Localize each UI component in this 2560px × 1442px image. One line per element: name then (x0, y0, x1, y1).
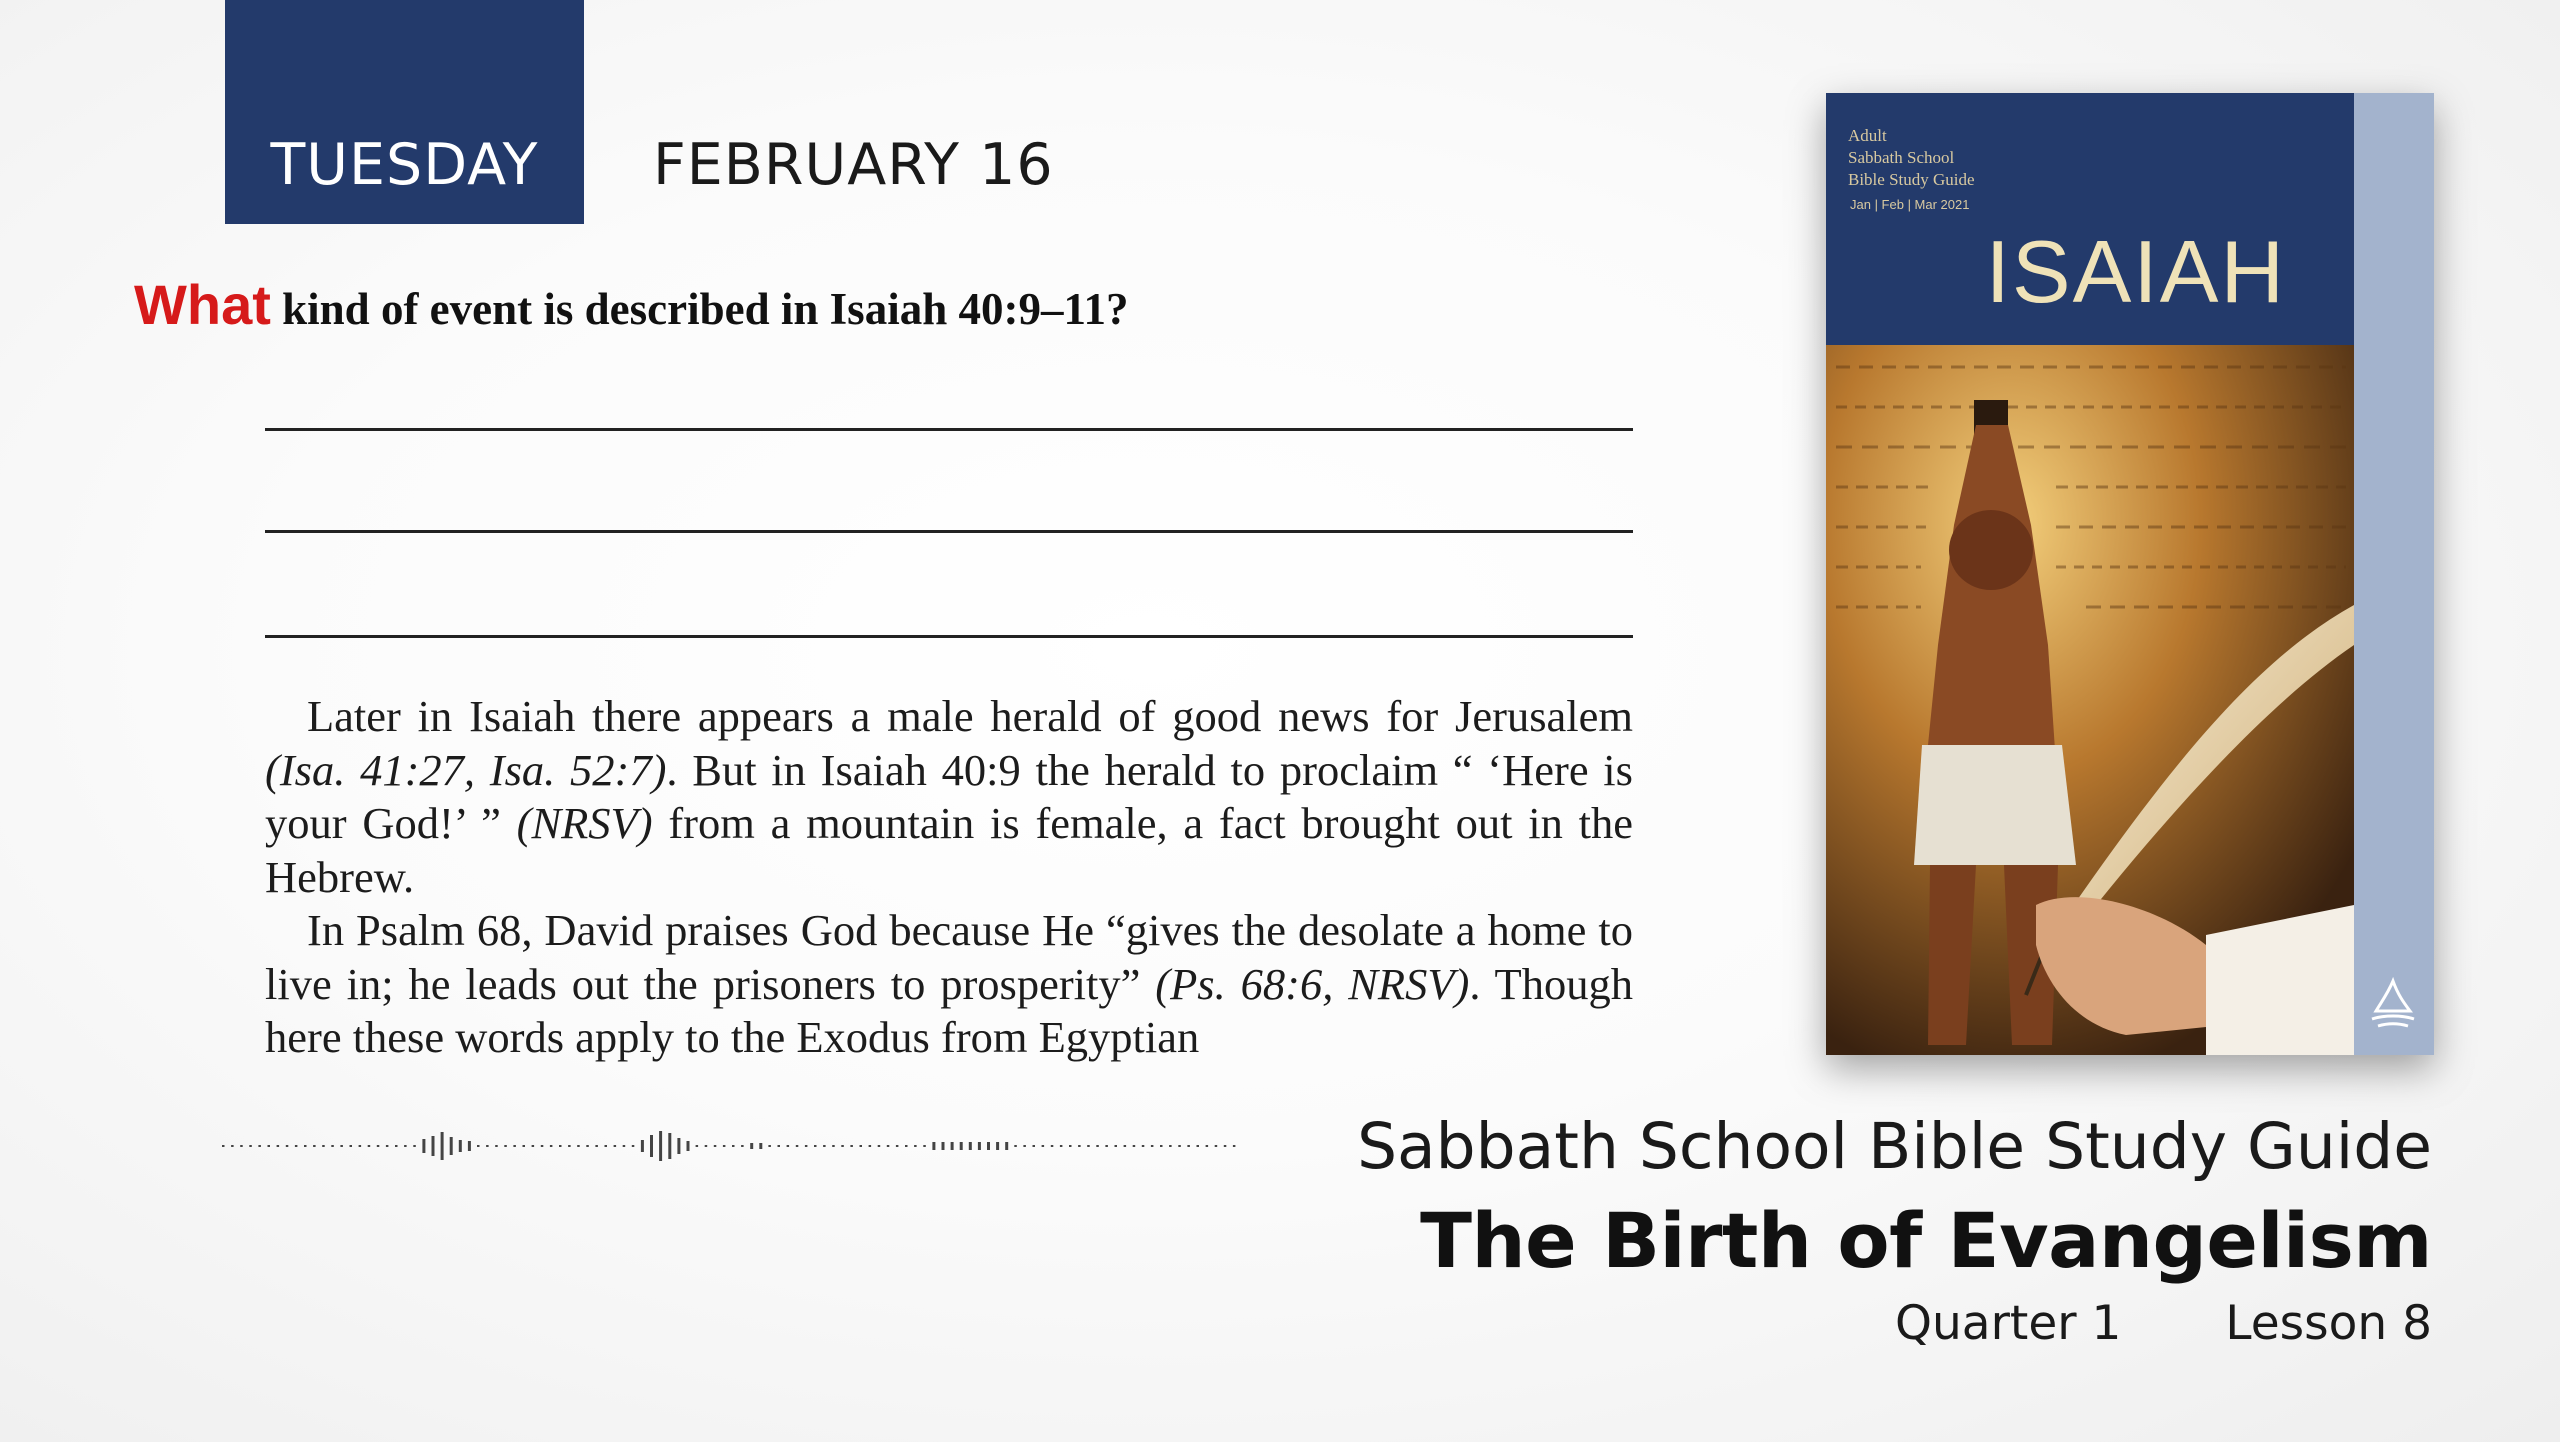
waveform-bar (869, 1145, 872, 1147)
waveform-bar (605, 1145, 608, 1147)
waveform-bar (413, 1145, 416, 1147)
waveform-bar (878, 1145, 881, 1147)
paragraph-2-text-b: . Though here these words apply to the Exodus from Egyptian (265, 958, 1633, 1062)
study-guide-cover (1826, 93, 2434, 1055)
lesson-number-label: Lesson 8 (2225, 1296, 2432, 1351)
waveform-bar (723, 1145, 726, 1147)
waveform-bar (650, 1135, 653, 1157)
paragraph-1 (265, 690, 1633, 904)
waveform-bar (1096, 1145, 1099, 1147)
waveform-bar (395, 1145, 398, 1147)
paragraph-1-text-c: from a mountain is female, a fact brought out in the Hebrew. (265, 798, 1633, 902)
waveform-bar (1178, 1145, 1181, 1147)
day-label: TUESDAY (270, 132, 539, 198)
waveform-bar (814, 1145, 817, 1147)
waveform-bar (805, 1145, 808, 1147)
waveform-bar (532, 1145, 535, 1147)
waveform-bar (1160, 1145, 1163, 1147)
waveform-bar (996, 1142, 999, 1150)
waveform-bar (960, 1142, 963, 1150)
scripture-reference: (Isa. 41:27, Isa. 52:7) (265, 744, 667, 795)
cover-series-label (1848, 125, 1975, 191)
waveform-bar (1133, 1145, 1136, 1147)
date-label: FEBRUARY 16 (653, 132, 1054, 198)
waveform-bar (231, 1145, 234, 1147)
waveform-bar (1197, 1145, 1200, 1147)
waveform-bar (1042, 1145, 1045, 1147)
waveform-bar (331, 1145, 334, 1147)
waveform-bar (422, 1139, 425, 1153)
waveform-bar (705, 1145, 708, 1147)
cover-artwork (1826, 345, 2354, 1055)
waveform-bar (495, 1145, 498, 1147)
waveform-bar (486, 1145, 489, 1147)
waveform-bar (386, 1145, 389, 1147)
waveform-bar (951, 1142, 954, 1150)
waveform-bar (222, 1145, 225, 1147)
waveform-bar (286, 1145, 289, 1147)
waveform-bar (841, 1145, 844, 1147)
waveform-bar (450, 1137, 453, 1155)
waveform-bar (687, 1141, 690, 1151)
waveform-bar (268, 1145, 271, 1147)
waveform-bar (714, 1145, 717, 1147)
waveform-bar (623, 1145, 626, 1147)
waveform-bar (1169, 1145, 1172, 1147)
waveform-bar (577, 1145, 580, 1147)
waveform-bar (1187, 1145, 1190, 1147)
lesson-body-text (265, 690, 1633, 1065)
waveform-bar (832, 1145, 835, 1147)
waveform-bar (787, 1145, 790, 1147)
waveform-bar (932, 1142, 935, 1150)
waveform-bar (441, 1132, 444, 1160)
waveform-bar (513, 1145, 516, 1147)
paragraph-1-text-a: Later in Isaiah there appears a male herald of good news for Jerusalem (307, 691, 1633, 741)
waveform-bar (1051, 1145, 1054, 1147)
church-logo-icon (2366, 977, 2420, 1031)
answer-line-3 (265, 635, 1633, 638)
waveform-bar (1069, 1145, 1072, 1147)
waveform-bar (1233, 1145, 1236, 1147)
waveform-bar (1105, 1145, 1108, 1147)
waveform-bar (796, 1145, 799, 1147)
waveform-bar (942, 1142, 945, 1150)
waveform-bar (1014, 1145, 1017, 1147)
waveform-bar (750, 1143, 753, 1149)
waveform-bar (923, 1145, 926, 1147)
cover-line-bible-study-guide: Bible Study Guide (1848, 170, 1975, 189)
waveform-bar (477, 1145, 480, 1147)
answer-line-2 (265, 530, 1633, 533)
waveform-bar (896, 1145, 899, 1147)
lesson-title: The Birth of Evangelism (1420, 1196, 2432, 1285)
waveform-bar (677, 1138, 680, 1154)
scripture-reference: (Ps. 68:6, NRSV) (1155, 958, 1470, 1009)
waveform-bar (969, 1142, 972, 1150)
cover-line-adult: Adult (1848, 126, 1887, 145)
waveform-bar (741, 1145, 744, 1147)
cover-title: ISAIAH (1985, 222, 2286, 321)
waveform-bar (523, 1145, 526, 1147)
waveform-bar (860, 1145, 863, 1147)
waveform-bar (732, 1145, 735, 1147)
waveform-bar (1115, 1145, 1118, 1147)
waveform-bar (641, 1140, 644, 1152)
study-question (134, 272, 1634, 337)
paragraph-2-text-a: In Psalm 68, David praises God because He “gives the desolate a home to live in; he leads out the prisoners to prosperity” (265, 905, 1633, 1009)
waveform-bar (1033, 1145, 1036, 1147)
waveform-bar (459, 1140, 462, 1152)
waveform-bar (340, 1145, 343, 1147)
waveform-bar (468, 1141, 471, 1151)
waveform-bar (322, 1145, 325, 1147)
waveform-bar (850, 1145, 853, 1147)
waveform-bar (586, 1145, 589, 1147)
waveform-bar (1224, 1145, 1227, 1147)
waveform-bar (504, 1145, 507, 1147)
waveform-bar (1215, 1145, 1218, 1147)
waveform-bar (313, 1145, 316, 1147)
waveform-bar (1142, 1145, 1145, 1147)
waveform-bar (295, 1145, 298, 1147)
waveform-bar (550, 1145, 553, 1147)
waveform-bar (632, 1145, 635, 1147)
waveform-bar (778, 1145, 781, 1147)
waveform-bar (905, 1145, 908, 1147)
question-lead-word: What (134, 273, 271, 336)
waveform-bar (559, 1145, 562, 1147)
waveform-bar (277, 1145, 280, 1147)
waveform-bar (404, 1145, 407, 1147)
cover-line-sabbath-school: Sabbath School (1848, 148, 1955, 167)
waveform-bar (595, 1145, 598, 1147)
answer-line-1 (265, 428, 1633, 431)
waveform-bar (377, 1145, 380, 1147)
translation-reference: (NRSV) (516, 798, 653, 848)
waveform-bar (1060, 1145, 1063, 1147)
waveform-bar (568, 1145, 571, 1147)
waveform-bar (258, 1145, 261, 1147)
waveform-bar (350, 1145, 353, 1147)
waveform-bar (1206, 1145, 1209, 1147)
waveform-bar (696, 1145, 699, 1147)
waveform-bar (614, 1145, 617, 1147)
waveform-bar (659, 1131, 662, 1161)
waveform-bar (304, 1145, 307, 1147)
waveform-bar (1124, 1145, 1127, 1147)
waveform-bar (1023, 1145, 1026, 1147)
waveform-bar (249, 1145, 252, 1147)
waveform-bar (1087, 1145, 1090, 1147)
waveform-bar (823, 1145, 826, 1147)
waveform-bar (887, 1145, 890, 1147)
quarter-label: Quarter 1 (1895, 1296, 2122, 1351)
waveform-bar (668, 1133, 671, 1159)
audio-waveform (222, 1118, 1242, 1174)
waveform-bar (759, 1143, 762, 1149)
waveform-bar (1005, 1142, 1008, 1150)
waveform-bar (541, 1145, 544, 1147)
cover-spine (2354, 93, 2434, 1055)
waveform-bar (240, 1145, 243, 1147)
paragraph-2 (265, 904, 1633, 1065)
waveform-bar (987, 1142, 990, 1150)
cover-dates: Jan | Feb | Mar 2021 (1850, 197, 1970, 212)
waveform-bar (978, 1142, 981, 1150)
waveform-bar (359, 1145, 362, 1147)
guide-name: Sabbath School Bible Study Guide (1357, 1110, 2432, 1183)
waveform-bar (368, 1145, 371, 1147)
waveform-bar (1078, 1145, 1081, 1147)
waveform-bar (914, 1145, 917, 1147)
waveform-bar (432, 1136, 435, 1156)
waveform-bar (768, 1145, 771, 1147)
paragraph-1-text-b: . But in Isaiah 40:9 the herald to proclaim “ ‘Here is your God!’ ” (265, 744, 1633, 848)
question-text: kind of event is described in Isaiah 40:9–11? (270, 284, 1129, 334)
waveform-bar (1151, 1145, 1154, 1147)
